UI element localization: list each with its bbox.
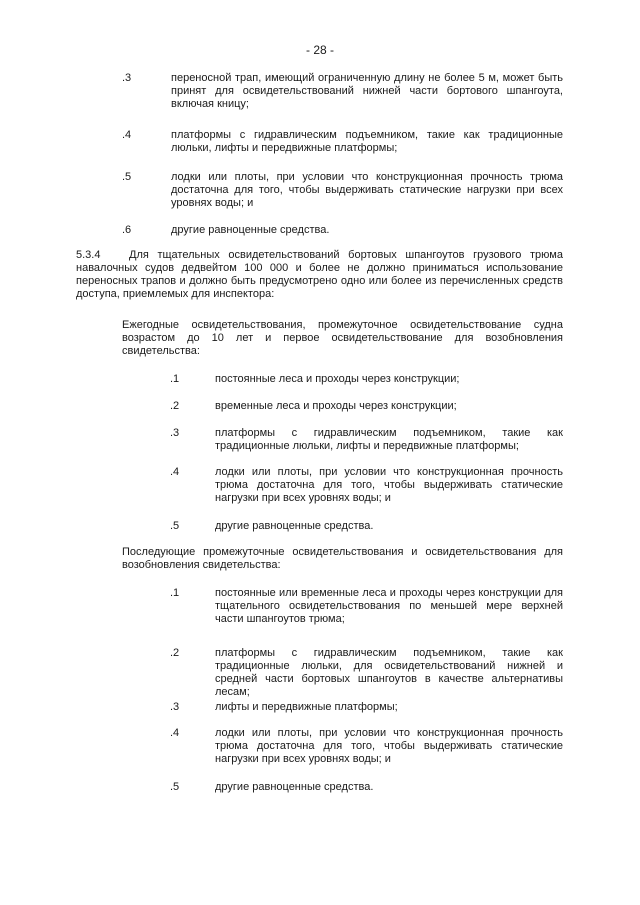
item-text: лодки или плоты, при условии что конструкционная прочность трюма достаточна для того, чтобы выдерживать статические нагрузки при всех уровнях воды; и	[215, 466, 563, 504]
item-number: .1	[170, 587, 180, 599]
item-text: постоянные леса и проходы через конструкции;	[215, 373, 460, 385]
item-text: лифты и передвижные платформы;	[215, 701, 398, 713]
item-number: .3	[170, 701, 180, 713]
section-text: Для тщательных освидетельствований бортовых шпангоутов грузового трюма навалочных судов дедвейтом 100 000 и более не должно приниматься использование переносных трапов и должно быть предусмотрено одно или более из перечисленных средств доступа, приемлемых для инспектора:	[76, 249, 563, 300]
list-item	[170, 400, 563, 413]
item-text: лодки или плоты, при условии что конструкционная прочность трюма достаточна для того, чтобы выдерживать статические нагрузки при всех уровнях воды; и	[215, 727, 563, 765]
list-item	[170, 373, 563, 386]
page-number: - 28 -	[305, 43, 334, 57]
item-text: лодки или плоты, при условии что конструкционная прочность трюма достаточна для того, чтобы выдерживать статические нагрузки при всех уровнях воды; и	[171, 171, 563, 209]
item-text: временные леса и проходы через конструкции;	[215, 400, 457, 412]
list-item	[122, 171, 563, 210]
item-number: .5	[170, 781, 180, 793]
item-text: постоянные или временные леса и проходы через конструкции для тщательного освидетельствования по меньшей мере верхней части шпангоутов трюма;	[215, 587, 563, 625]
item-text: другие равноценные средства.	[215, 520, 374, 532]
list-item	[122, 224, 563, 237]
subheading-annual: Ежегодные освидетельствования, промежуточное освидетельствование судна возрастом до 10 лет и первое освидетельствование для возобновления свидетельства:	[122, 319, 563, 357]
item-number: .4	[122, 129, 132, 141]
item-text: другие равноценные средства.	[215, 781, 374, 793]
subheading-subsequent: Последующие промежуточные освидетельствования и освидетельствования для возобновления свидетельства:	[122, 546, 563, 571]
list-item	[170, 587, 563, 626]
item-number: .2	[170, 647, 180, 659]
item-number: .5	[170, 520, 180, 532]
list-item	[170, 701, 563, 714]
item-text: переносной трап, имеющий ограниченную длину не более 5 м, может быть принят для освидетельствований нижней части бортового шпангоута, включая кницу;	[171, 72, 563, 110]
list-item	[170, 427, 563, 453]
list-item	[122, 72, 563, 111]
list-item	[170, 466, 563, 505]
item-number: .4	[170, 727, 180, 739]
list-item	[170, 781, 563, 794]
item-text: платформы с гидравлическим подъемником, такие как традиционные люльки, для освидетельствований нижней и средней части бортовых шпангоутов в качестве альтернативы лесам;	[215, 647, 563, 698]
section-number: 5.3.4	[76, 249, 101, 261]
item-number: .5	[122, 171, 132, 183]
section-paragraph	[76, 249, 563, 301]
item-text: платформы с гидравлическим подъемником, такие как традиционные люльки, лифты и передвижные платформы;	[171, 129, 563, 154]
item-number: .3	[122, 72, 132, 84]
item-number: .3	[170, 427, 180, 439]
list-item	[170, 520, 563, 533]
item-number: .4	[170, 466, 180, 478]
item-text: другие равноценные средства.	[171, 224, 330, 236]
item-number: .1	[170, 373, 180, 385]
item-text: платформы с гидравлическим подъемником, такие как традиционные люльки, лифты и передвижные платформы;	[215, 427, 563, 452]
list-item	[170, 727, 563, 766]
item-number: .6	[122, 224, 132, 236]
list-item	[122, 129, 563, 155]
list-item	[170, 647, 563, 699]
item-number: .2	[170, 400, 180, 412]
